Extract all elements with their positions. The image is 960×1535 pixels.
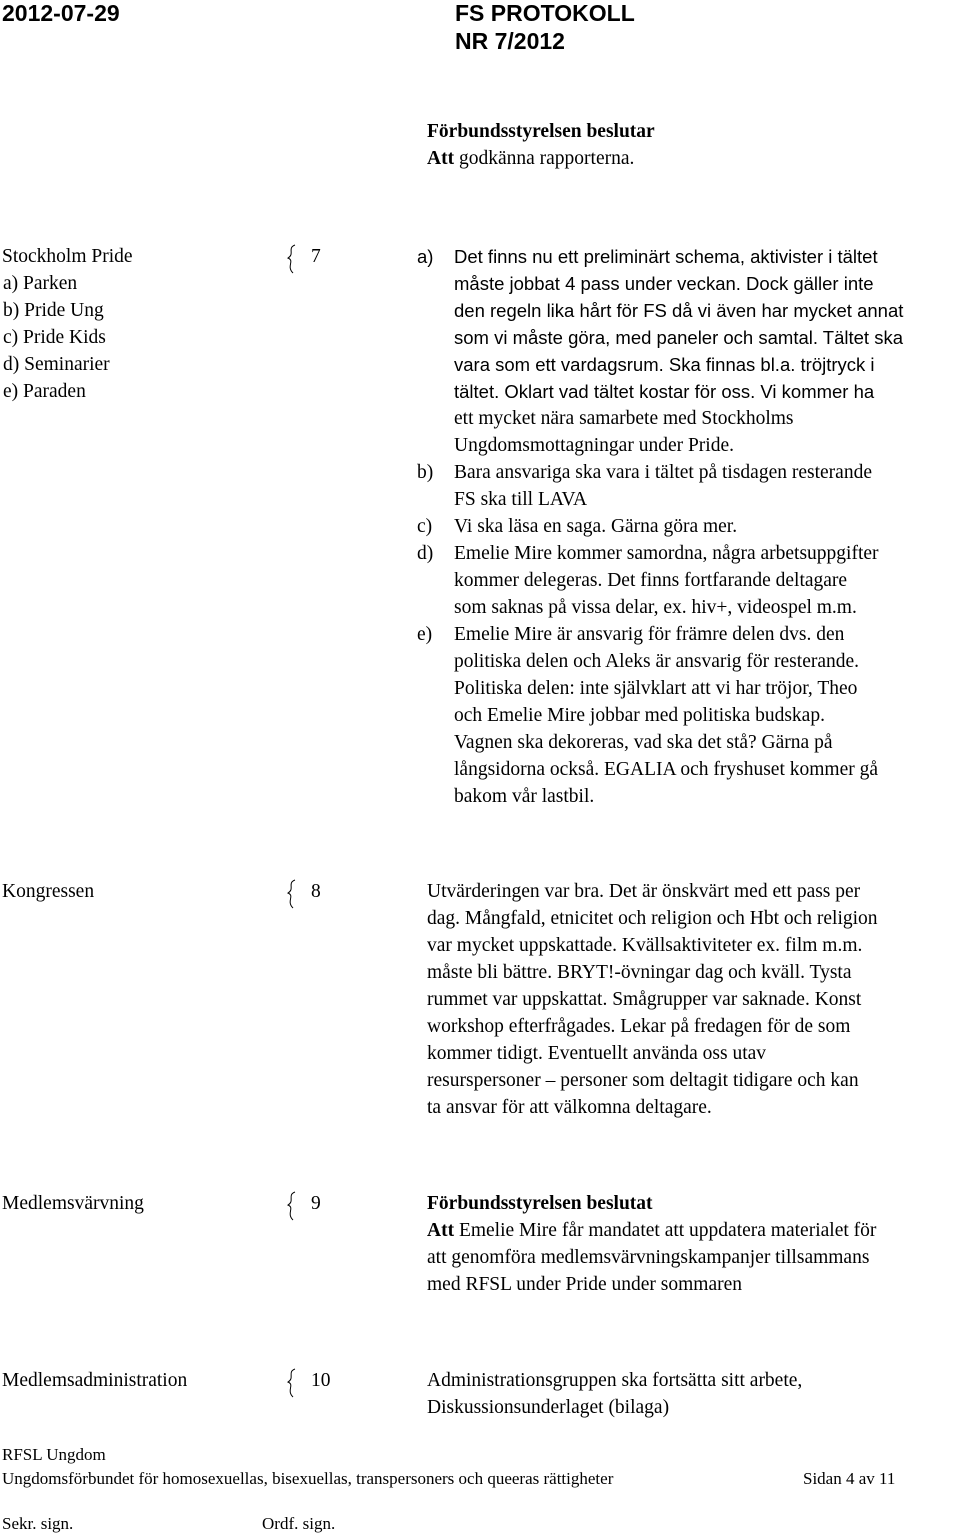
item-line: den regeln lika hårt för FS då vi även har mycket annat: [454, 300, 904, 321]
item-body: [454, 243, 903, 459]
item-line: Vagnen ska dekoreras, vad ska det stå? Gärna på: [454, 732, 833, 753]
item-line: tältet. Oklart vad tältet kostar för oss. Vi kommer ha: [454, 381, 875, 402]
section-sign-icon: [283, 1368, 297, 1398]
item-line: och Emelie Mire jobbar med politiska budskap.: [454, 705, 825, 726]
body-line: [427, 1217, 876, 1244]
item-label: b): [417, 462, 434, 483]
section-body: [427, 878, 878, 1121]
item-body: [454, 540, 879, 621]
subtopic: d) Seminarier: [3, 354, 110, 375]
item-body: [454, 459, 872, 513]
section-number: 7: [311, 246, 321, 267]
body-line: Diskussionsunderlaget (bilaga): [427, 1397, 670, 1418]
body-line: Administrationsgruppen ska fortsätta sitt arbete,: [427, 1370, 803, 1391]
footer-secretary-signature: Sekr. sign.: [2, 1514, 74, 1533]
item-line: ett mycket nära samarbete med Stockholms: [454, 408, 794, 429]
intro-text: godkänna rapporterna.: [458, 148, 635, 169]
body-line: kommer tidigt. Eventuellt använda oss utav: [427, 1043, 767, 1064]
item-label: c): [417, 516, 433, 537]
item-label: d): [417, 543, 434, 564]
item-line: långsidorna också. EGALIA och fryshuset kommer gå: [454, 759, 879, 780]
item-body: [454, 621, 878, 810]
section-title: Medlemsvärvning: [2, 1193, 144, 1214]
section-title: Medlemsadministration: [2, 1370, 188, 1391]
body-line: var mycket uppskattade. Kvällsaktiviteter ex. film m.m.: [427, 935, 863, 956]
header-title: FS PROTOKOLL: [455, 0, 635, 26]
body-line: att genomföra medlemsvärvningskampanjer tillsammans: [427, 1247, 870, 1268]
item-line: vara som ett vardagsrum. Ska finnas bl.a. tröjtryck i: [454, 354, 875, 375]
body-line: med RFSL under Pride under sommaren: [427, 1274, 743, 1295]
body-line: Utvärderingen var bra. Det är önskvärt med ett pass per: [427, 881, 861, 902]
subtopic: a) Parken: [3, 273, 78, 294]
section-sign-icon: [283, 244, 297, 274]
item-line: Bara ansvariga ska vara i tältet på tisdagen resterande: [454, 462, 872, 483]
subtopic: c) Pride Kids: [3, 327, 106, 348]
item-label: a): [417, 246, 434, 267]
section-number: 8: [311, 881, 321, 902]
item-line: Politiska delen: inte självklart att vi har tröjor, Theo: [454, 678, 858, 699]
item-line: politiska delen och Aleks är ansvarig för resterande.: [454, 651, 860, 672]
section-number: 10: [311, 1370, 331, 1391]
item-line: Vi ska läsa en saga. Gärna göra mer.: [454, 516, 738, 537]
item-line: Emelie Mire är ansvarig för främre delen dvs. den: [454, 624, 845, 645]
footer-tagline: Ungdomsförbundet för homosexuellas, bisexuellas, transpersoners och queeras rättigheter: [2, 1469, 614, 1488]
item-line: som vi måste göra, med paneler och samtal. Tältet ska: [454, 327, 903, 348]
item-line: Det finns nu ett preliminärt schema, aktivister i tältet: [454, 246, 878, 267]
body-line: dag. Mångfald, etnicitet och religion och Hbt och religion: [427, 908, 878, 929]
intro-heading: Förbundsstyrelsen beslutar: [427, 121, 655, 142]
item-line: Emelie Mire kommer samordna, några arbetsuppgifter: [454, 543, 879, 564]
item-line: måste jobbat 4 pass under veckan. Dock gäller inte: [454, 273, 874, 294]
item-body: [454, 513, 737, 540]
item-line: bakom vår lastbil.: [454, 786, 595, 807]
header-date: 2012-07-29: [2, 0, 120, 26]
item-line: FS ska till LAVA: [454, 489, 588, 510]
subtopic: b) Pride Ung: [3, 300, 104, 321]
body-line: workshop efterfrågades. Lekar på fredagen för de som: [427, 1016, 851, 1037]
section-number: 9: [311, 1193, 321, 1214]
footer-page-number: Sidan 4 av 11: [803, 1469, 896, 1488]
att-label: Att: [427, 1220, 455, 1241]
section-body: [427, 1367, 802, 1421]
intro-decision: [427, 145, 634, 172]
decision-text: Emelie Mire får mandatet att uppdatera materialet för: [458, 1220, 877, 1241]
footer-org: RFSL Ungdom: [2, 1445, 106, 1464]
subtopic: e) Paraden: [3, 381, 86, 402]
item-label: e): [417, 624, 433, 645]
footer-chair-signature: Ordf. sign.: [262, 1514, 336, 1533]
body-line: ta ansvar för att välkomna deltagare.: [427, 1097, 712, 1118]
item-line: Ungdomsmottagningar under Pride.: [454, 435, 734, 456]
item-line: som saknas på vissa delar, ex. hiv+, videospel m.m.: [454, 597, 857, 618]
decision-heading: Förbundsstyrelsen beslutat: [427, 1193, 653, 1214]
section-title: Stockholm Pride: [2, 246, 133, 267]
header-number: NR 7/2012: [455, 28, 565, 54]
body-line: måste bli bättre. BRYT!-övningar dag och kväll. Tysta: [427, 962, 852, 983]
section-body: [427, 1190, 876, 1298]
section-sign-icon: [283, 1191, 297, 1221]
body-line: resurspersoner – personer som deltagit tidigare och kan: [427, 1070, 859, 1091]
item-line: kommer delegeras. Det finns fortfarande deltagare: [454, 570, 848, 591]
section-7-title-block: [2, 243, 133, 405]
body-line: rummet var uppskattat. Smågrupper var saknade. Konst: [427, 989, 862, 1010]
att-label: Att: [427, 148, 455, 169]
section-title: Kongressen: [2, 881, 95, 902]
section-sign-icon: [283, 879, 297, 909]
